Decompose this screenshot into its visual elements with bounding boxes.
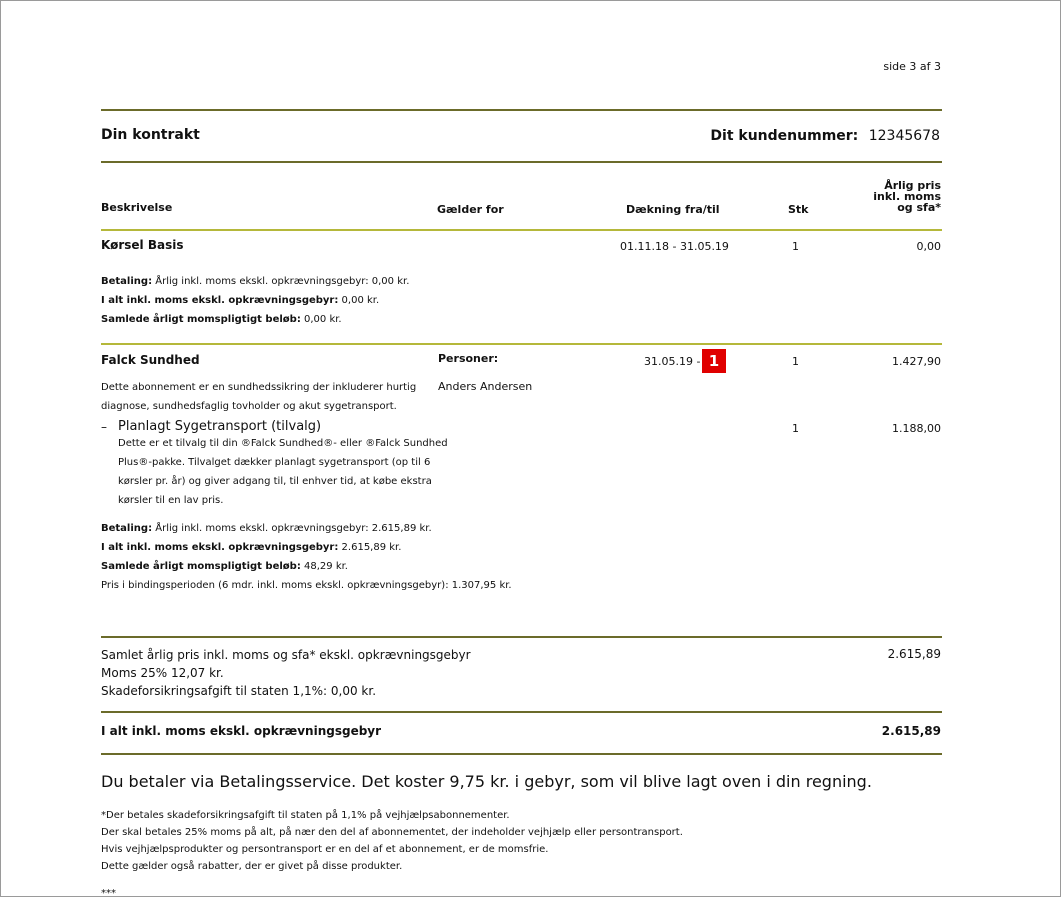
customer-number-label: Dit kundenummer: — [710, 128, 859, 144]
vat-line — [101, 310, 409, 329]
line-value: 48,29 kr. — [300, 561, 348, 572]
col-qty: Stk — [788, 203, 809, 216]
col-price-line1: Årlig pris — [884, 179, 941, 192]
col-price — [841, 180, 941, 213]
price: 0,00 — [916, 240, 941, 253]
korsel-payment-lines — [101, 272, 409, 329]
payment-line — [101, 272, 409, 291]
customer-number: 12345678 — [868, 128, 940, 144]
line-value: 0,00 kr. — [300, 314, 342, 325]
addon-description-line: Plus®-pakke. Tilvalget dækker planlagt sygetransport (op til 6 — [118, 457, 431, 468]
summary-block — [101, 646, 471, 700]
customer-number-block — [710, 128, 940, 144]
total-line — [101, 538, 512, 557]
addon-description — [118, 434, 448, 510]
divider — [101, 109, 942, 111]
line-value: Årlig inkl. moms ekskl. opkrævningsgebyr: 2.615,89 kr. — [152, 523, 432, 534]
binding-price-line: Pris i bindingsperioden (6 mdr. inkl. moms ekskl. opkrævningsgebyr): 1.307,95 kr. — [101, 580, 512, 591]
line-value: 2.615,89 kr. — [338, 542, 402, 553]
addon-description-line: kørsler til en lav pris. — [118, 495, 224, 506]
description-line: diagnose, sundhedsfaglig tovholder og akut sygetransport. — [101, 401, 397, 412]
quantity: 1 — [792, 240, 799, 253]
footnote: Der skal betales 25% moms på alt, på nær den del af abonnementet, der indeholder vejhjælp eller persontransport. — [101, 827, 683, 838]
payment-line — [101, 519, 512, 538]
summary-vat: Moms 25% 12,07 kr. — [101, 666, 224, 680]
total-line — [101, 291, 409, 310]
footnote: Dette gælder også rabatter, der er givet på disse produkter. — [101, 861, 403, 872]
page-number: side 3 af 3 — [883, 60, 941, 73]
divider — [101, 229, 942, 231]
col-coverage: Dækning fra/til — [626, 203, 720, 216]
persons-label: Personer: — [438, 352, 499, 365]
line-label: Betaling: — [101, 523, 153, 534]
quantity: 1 — [792, 355, 799, 368]
divider — [101, 636, 942, 638]
col-description: Beskrivelse — [101, 201, 173, 214]
line-label: I alt inkl. moms ekskl. opkrævningsgebyr: — [101, 542, 339, 553]
line-label: Samlede årligt momspligtigt beløb: — [101, 314, 301, 325]
product-name: Falck Sundhed — [101, 353, 200, 367]
coverage-period: 01.11.18 - 31.05.19 — [620, 240, 729, 253]
falck-payment-lines — [101, 519, 512, 595]
addon-name: Planlagt Sygetransport (tilvalg) — [118, 419, 322, 434]
cut-off-text: *** — [101, 888, 116, 897]
contract-title: Din kontrakt — [101, 127, 200, 143]
annotation-marker: 1 — [702, 349, 726, 373]
divider — [101, 753, 942, 755]
line-value: Årlig inkl. moms ekskl. opkrævningsgebyr: 0,00 kr. — [152, 276, 410, 287]
addon-dash: – — [101, 420, 107, 434]
addon-description-line: kørsler pr. år) og giver adgang til, til enhver tid, at købe ekstra — [118, 476, 432, 487]
product-description — [101, 378, 416, 416]
footnote: Hvis vejhjælpsprodukter og persontransport er en del af et abonnement, er de momsfrie. — [101, 844, 549, 855]
grand-total-value: 2.615,89 — [881, 724, 941, 738]
line-label: I alt inkl. moms ekskl. opkrævningsgebyr: — [101, 295, 339, 306]
col-applies-to: Gælder for — [437, 203, 504, 216]
coverage-period: 31.05.19 - — [644, 355, 701, 368]
grand-total-label: I alt inkl. moms ekskl. opkrævningsgebyr — [101, 724, 382, 738]
price: 1.427,90 — [892, 355, 941, 368]
divider — [101, 343, 942, 345]
line-label: Samlede årligt momspligtigt beløb: — [101, 561, 301, 572]
line-label: Betaling: — [101, 276, 153, 287]
person-name: Anders Andersen — [438, 380, 533, 393]
footnote: *Der betales skadeforsikringsafgift til staten på 1,1% på vejhjælpsabonnementer. — [101, 810, 510, 821]
line-value: 0,00 kr. — [338, 295, 380, 306]
summary-insurance-tax: Skadeforsikringsafgift til staten 1,1%: 0,00 kr. — [101, 684, 377, 698]
footnotes — [101, 807, 683, 875]
vat-line — [101, 557, 512, 576]
summary-annual-price: Samlet årlig pris inkl. moms og sfa* ekskl. opkrævningsgebyr — [101, 648, 471, 662]
divider — [101, 161, 942, 163]
payment-note: Du betaler via Betalingsservice. Det koster 9,75 kr. i gebyr, som vil blive lagt oven i din regning. — [101, 772, 872, 791]
col-price-line3: og sfa* — [897, 201, 941, 214]
col-price-line2: inkl. moms — [873, 190, 941, 203]
summary-annual-value: 2.615,89 — [887, 647, 941, 661]
addon-price: 1.188,00 — [892, 422, 941, 435]
addon-quantity: 1 — [792, 422, 799, 435]
addon-description-line: Dette er et tilvalg til din ®Falck Sundhed®- eller ®Falck Sundhed — [118, 438, 448, 449]
divider — [101, 711, 942, 713]
product-name: Kørsel Basis — [101, 238, 184, 252]
description-line: Dette abonnement er en sundhedssikring der inkluderer hurtig — [101, 382, 417, 393]
